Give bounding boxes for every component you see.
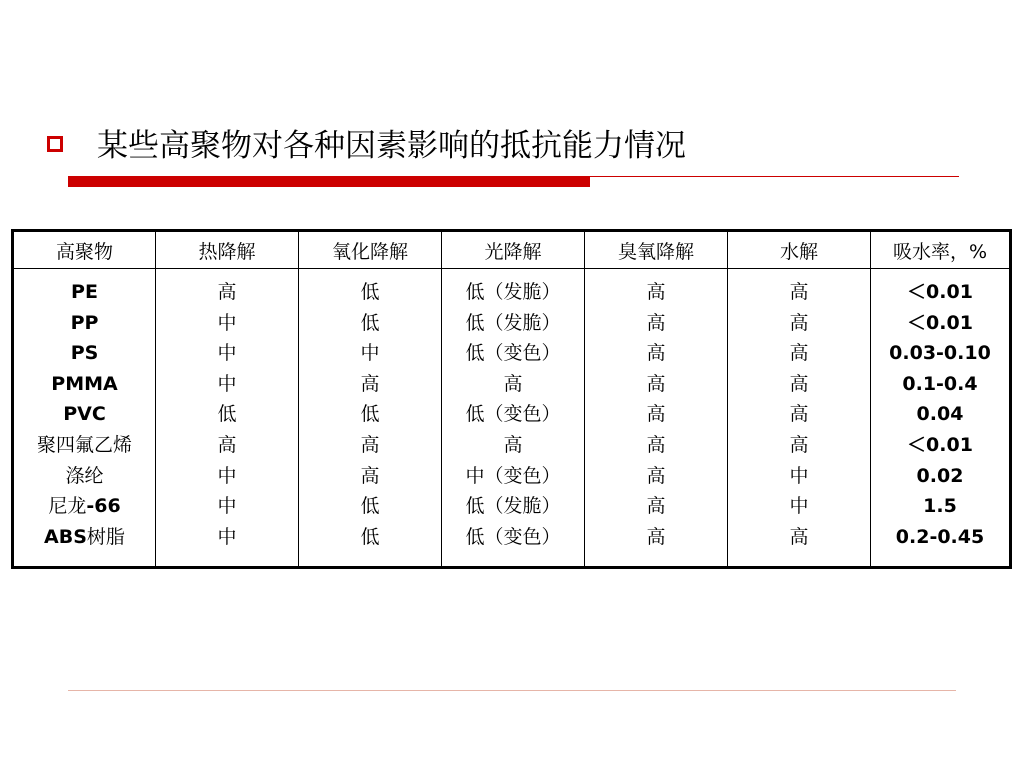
- table-cell: PS: [70, 342, 99, 365]
- oxidative-degradation-column: [299, 269, 442, 568]
- table-cell: 高: [789, 433, 809, 456]
- table-cell: 高: [789, 372, 809, 395]
- table-cell: 高: [503, 372, 523, 395]
- table-cell: 高: [360, 464, 380, 487]
- table-cell: 高: [646, 464, 666, 487]
- table-cell: 高: [360, 433, 380, 456]
- table-cell: 低（发脆）: [465, 281, 561, 303]
- photo-degradation-column: [442, 269, 585, 568]
- hydrolysis-column: [728, 269, 871, 568]
- table-cell: PP: [70, 311, 99, 334]
- table-cell: 中: [789, 464, 809, 487]
- table-cell: 低: [360, 495, 380, 518]
- table-cell: 低（变色）: [465, 403, 561, 426]
- table-cell: 0.1-0.4: [902, 372, 978, 395]
- table-cell: 涤纶: [65, 464, 104, 487]
- table-cell: 0.03-0.10: [889, 342, 991, 365]
- table-cell: 低（变色）: [465, 525, 561, 548]
- table-cell: 高: [646, 281, 666, 303]
- thermal-degradation-column: [156, 269, 299, 568]
- table-cell: 0.04: [916, 403, 964, 426]
- slide-title: 某些高聚物对各种因素影响的抵抗能力情况: [97, 128, 686, 164]
- table-cell: 高: [360, 372, 380, 395]
- table-cell: 高: [646, 372, 666, 395]
- ozone-degradation-column: [585, 269, 728, 568]
- table-cell: PMMA: [51, 372, 118, 395]
- table-cell: 中: [789, 495, 809, 518]
- table-body-row: [13, 269, 1011, 568]
- table-cell: 0.02: [916, 464, 964, 487]
- header-water-absorption: 吸水率，%: [871, 231, 1011, 269]
- table-cell: 低: [360, 281, 380, 303]
- table-cell: 高: [646, 311, 666, 334]
- table-cell: 低: [360, 403, 380, 426]
- table-cell: PVC: [63, 403, 106, 426]
- table-cell: 中: [217, 464, 237, 487]
- table-cell: 低（发脆）: [465, 495, 561, 518]
- table-cell: 低（发脆）: [465, 311, 561, 334]
- table-cell: 高: [646, 495, 666, 518]
- table-cell: 中: [217, 342, 237, 365]
- table-cell: 高: [503, 433, 523, 456]
- title-underline-thin: [590, 176, 959, 177]
- table-cell: 中: [217, 372, 237, 395]
- table-cell: 高: [789, 311, 809, 334]
- table-cell: 高: [789, 342, 809, 365]
- table-cell: 高: [789, 281, 809, 303]
- header-thermal-degradation: 热降解: [156, 231, 299, 269]
- table-cell: 中: [217, 525, 237, 548]
- title-underline-thick: [68, 176, 590, 187]
- table-cell: 高: [646, 525, 666, 548]
- table-header-row: [13, 231, 1011, 269]
- table-cell: 1.5: [923, 495, 957, 518]
- polymer-column: [13, 269, 156, 568]
- header-polymer: 高聚物: [13, 231, 156, 269]
- table-cell: 低: [360, 525, 380, 548]
- table-cell: 高: [217, 433, 237, 456]
- table-cell: 低: [217, 403, 237, 426]
- table-cell: 高: [217, 281, 237, 303]
- table-cell: ＜0.01: [907, 311, 973, 334]
- table-cell: 中: [360, 342, 380, 365]
- header-hydrolysis: 水解: [728, 231, 871, 269]
- table-cell: 高: [646, 342, 666, 365]
- footer-divider: [68, 690, 956, 691]
- header-oxidative-degradation: 氧化降解: [299, 231, 442, 269]
- table-cell: 低: [360, 311, 380, 334]
- table-cell: PE: [71, 281, 98, 303]
- table-cell: ＜0.01: [907, 433, 973, 456]
- table-cell: 中: [217, 311, 237, 334]
- table-cell: 低（变色）: [465, 342, 561, 365]
- header-photo-degradation: 光降解: [442, 231, 585, 269]
- table-cell: 中（变色）: [465, 464, 561, 487]
- header-ozone-degradation: 臭氧降解: [585, 231, 728, 269]
- table-cell: 高: [789, 403, 809, 426]
- table-cell: ABS树脂: [44, 525, 125, 548]
- table-cell: 高: [789, 525, 809, 548]
- polymer-resistance-table: [11, 229, 1012, 569]
- table-cell: ＜0.01: [907, 281, 973, 303]
- title-bullet-square: [47, 136, 63, 152]
- table-cell: 0.2-0.45: [895, 525, 985, 548]
- table-cell: 中: [217, 495, 237, 518]
- table-cell: 高: [646, 433, 666, 456]
- table-cell: 聚四氟乙烯: [36, 433, 132, 456]
- water-absorption-column: [871, 269, 1011, 568]
- table-cell: 高: [646, 403, 666, 426]
- table-cell: 尼龙-66: [48, 495, 121, 518]
